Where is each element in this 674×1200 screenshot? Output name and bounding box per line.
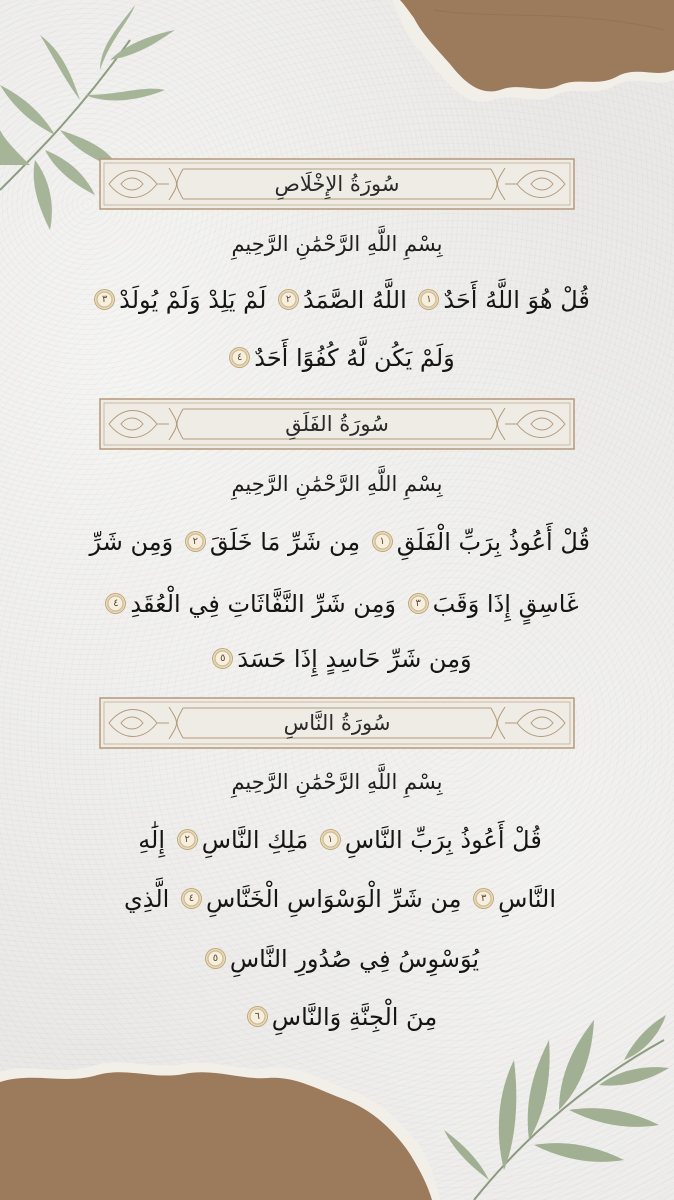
ayah-text: مَلِكِ النَّاسِ [201, 826, 309, 854]
ayah-line [90, 344, 590, 372]
ayah-number-marker: ١ [418, 289, 439, 310]
ayah-text: الَّذِي [123, 885, 170, 913]
basmala: بِسْمِ اللَّهِ الرَّحْمَٰنِ الرَّحِيمِ [231, 232, 443, 256]
ayah-number-marker: ٣ [94, 289, 115, 310]
ayah-text: لَمْ يَلِدْ وَلَمْ يُولَدْ [119, 286, 267, 314]
ayah-number-marker: ٤ [229, 347, 250, 368]
ayah-number-marker: ٥ [205, 948, 226, 969]
ayah-text: وَمِن شَرِّ حَاسِدٍ إِذَا حَسَدَ [237, 645, 472, 673]
ayah-text: يُوَسْوِسُ فِي صُدُورِ النَّاسِ [229, 945, 480, 973]
surah-title: سُورَةُ الإِخْلَاصِ [274, 172, 400, 196]
basmala: بِسْمِ اللَّهِ الرَّحْمَٰنِ الرَّحِيمِ [231, 472, 443, 496]
ayah-number-marker: ٢ [177, 829, 198, 850]
ayah-text: وَلَمْ يَكُن لَّهُ كُفُوًا أَحَدٌ [254, 344, 455, 372]
ayah-number-marker: ٣ [473, 888, 494, 909]
ayah-text: اللَّهُ الصَّمَدُ [303, 286, 407, 314]
ayah-number-marker: ٢ [185, 531, 206, 552]
surah-title-banner [99, 158, 575, 210]
ayah-number-marker: ٢ [278, 289, 299, 310]
ayah-text: مِن شَرِّ الْوَسْوَاسِ الْخَنَّاسِ [205, 885, 462, 913]
ayah-text: قُلْ أَعُوذُ بِرَبِّ النَّاسِ [344, 826, 542, 854]
ayah-line [90, 528, 590, 556]
surah-title-banner [99, 398, 575, 450]
ayah-number-marker: ١ [320, 829, 341, 850]
ayah-line [90, 590, 590, 618]
ayah-number-marker: ٥ [212, 648, 233, 669]
ayah-text: مِن شَرِّ مَا خَلَقَ [209, 528, 361, 556]
ayah-number-marker: ٦ [247, 1006, 268, 1027]
ayah-number-marker: ١ [372, 531, 393, 552]
ayah-text: إِلَٰهِ [138, 826, 166, 854]
ayah-line [90, 1003, 590, 1031]
ayah-line [90, 945, 590, 973]
ayah-number-marker: ٤ [181, 888, 202, 909]
surah-title-banner [99, 697, 575, 749]
ayah-number-marker: ٣ [408, 593, 429, 614]
ayah-text: قُلْ هُوَ اللَّهُ أَحَدٌ [443, 286, 590, 314]
ayah-line [90, 286, 590, 314]
ayah-line [90, 826, 590, 854]
ayah-text: النَّاسِ [498, 885, 557, 913]
ayah-text: وَمِن شَرِّ [89, 528, 174, 556]
ayah-text: وَمِن شَرِّ النَّفَّاثَاتِ فِي الْعُقَدِ [130, 590, 397, 618]
ayah-number-marker: ٤ [105, 593, 126, 614]
surah-title: سُورَةُ النَّاسِ [283, 711, 391, 735]
ayah-text: قُلْ أَعُوذُ بِرَبِّ الْفَلَقِ [396, 528, 590, 556]
surah-title: سُورَةُ الفَلَقِ [285, 412, 389, 436]
basmala: بِسْمِ اللَّهِ الرَّحْمَٰنِ الرَّحِيمِ [231, 770, 443, 794]
ayah-line [90, 885, 590, 913]
ayah-text: مِنَ الْجِنَّةِ وَالنَّاسِ [271, 1003, 438, 1031]
ayah-line [90, 645, 590, 673]
ayah-text: غَاسِقٍ إِذَا وَقَبَ [432, 590, 579, 618]
